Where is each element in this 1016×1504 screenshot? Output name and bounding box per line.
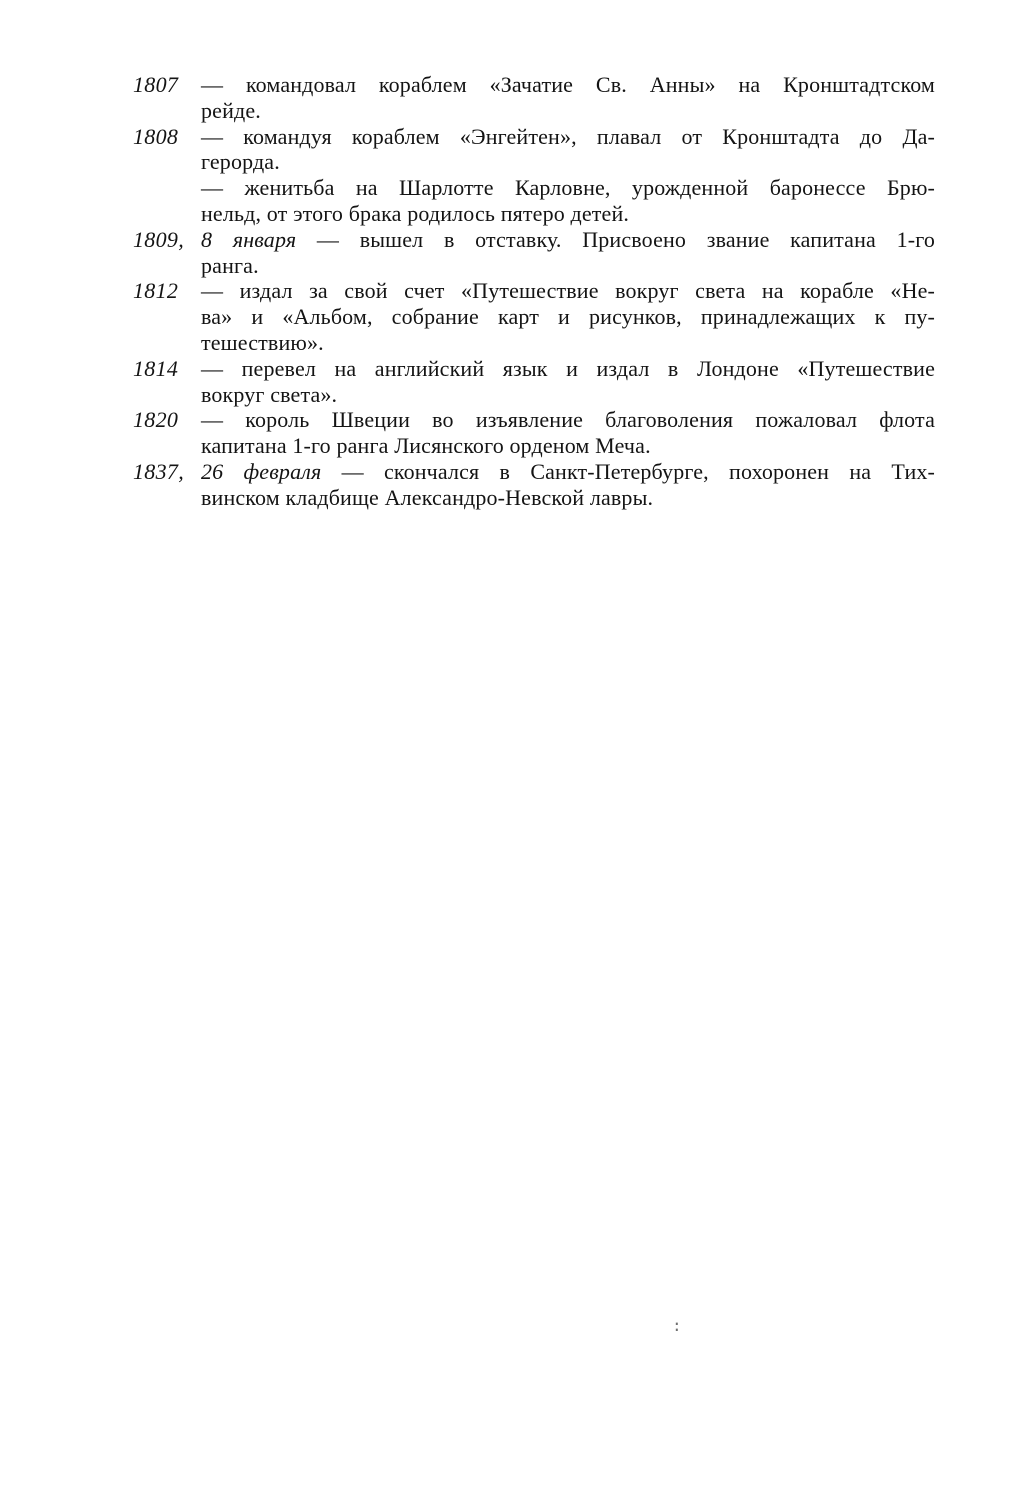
entry-text <box>201 227 935 279</box>
event-line: — командовал кораблем «Зачатие Св. Анны» на Кронштадтском <box>201 72 935 97</box>
year-label: 1837, <box>133 458 184 484</box>
event-line: — перевел на английский язык и издал в Лондоне «Путешествие <box>201 355 935 381</box>
event-line: нельд, от этого брака родилось пятеро детей. <box>201 200 630 226</box>
event-line <box>201 227 935 253</box>
event-line: ва» и «Альбом, собрание карт и рисунков, принадлежащих к пу- <box>201 304 935 330</box>
date-label: 26 февраля <box>201 458 322 484</box>
event-line: герорда. <box>201 149 280 175</box>
entry-text <box>201 459 935 511</box>
event-line: — король Швеции во изъявление благоволения пожаловал флота <box>201 407 935 433</box>
entry-text <box>201 124 935 176</box>
year-label: 1808 <box>133 123 179 149</box>
event-line <box>201 459 935 485</box>
timeline-entry-1837 <box>133 459 935 511</box>
timeline-entry-1808 <box>133 124 935 176</box>
timeline-entry-1820 <box>133 407 935 459</box>
year-label: 1809, <box>133 226 184 252</box>
event-line: рейде. <box>201 97 261 123</box>
event-line: — командуя кораблем «Энгейтен», плавал от Кронштадта до Да- <box>201 123 935 149</box>
year-label: 1814 <box>133 355 179 381</box>
year-label: 1812 <box>133 278 179 304</box>
chronology-list <box>133 72 935 511</box>
scan-artifact-colon: : <box>672 1316 682 1335</box>
year-label: 1820 <box>133 407 179 433</box>
event-line: вокруг света». <box>201 381 338 407</box>
event-line-text: — скончался в Санкт-Петербурге, похоронен на Тих- <box>321 458 935 484</box>
entry-text <box>201 407 935 459</box>
timeline-entry-1808-marriage <box>133 175 935 227</box>
event-line-text: — вышел в отставку. Присвоено звание капитана 1-го <box>296 226 935 252</box>
entry-text <box>201 72 935 124</box>
timeline-entry-1814 <box>133 356 935 408</box>
entry-text <box>201 278 935 355</box>
timeline-entry-1807 <box>133 72 935 124</box>
event-line: винском кладбище Александро-Невской лавры. <box>201 484 654 510</box>
event-line: тешествию». <box>201 329 324 355</box>
date-label: 8 января <box>201 226 297 252</box>
entry-text <box>201 175 935 227</box>
event-line: капитана 1-го ранга Лисянского орденом Меча. <box>201 433 651 459</box>
event-line: — женитьба на Шарлотте Карловне, урожденной баронессе Брю- <box>201 175 935 201</box>
year-label: 1807 <box>133 72 179 97</box>
entry-text <box>201 356 935 408</box>
timeline-entry-1809 <box>133 227 935 279</box>
timeline-entry-1812 <box>133 278 935 355</box>
event-line: — издал за свой счет «Путешествие вокруг света на корабле «Не- <box>201 278 935 304</box>
event-line: ранга. <box>201 252 259 278</box>
